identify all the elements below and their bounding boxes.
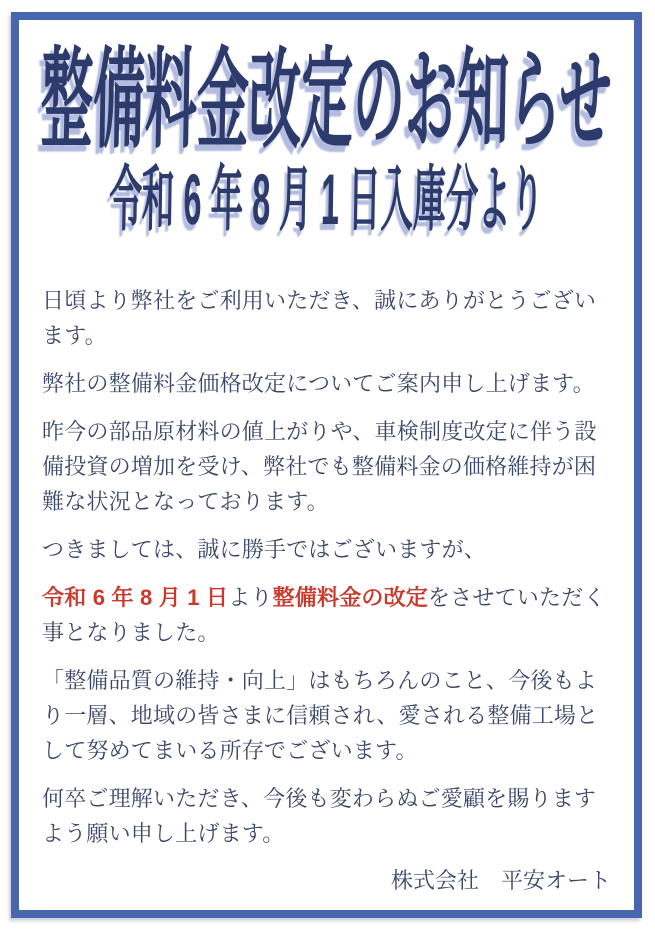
notice-subtitle: 令和 6 年 8 月 1 日入庫分より: [108, 161, 545, 241]
paragraph: [42, 532, 611, 567]
text-segment: 昨今の部品原材料の値上がりや、車検制度改定に伴う設備投資の増加を受け、弊社でも整備料金の価格維持が困難な状況となっております。: [42, 419, 597, 514]
company-signature: 株式会社 平安オート: [390, 868, 611, 893]
text-segment: より: [228, 585, 273, 610]
text-segment: 弊社の整備料金価格改定についてご案内申し上げます。: [42, 371, 595, 396]
text-segment: をさせていただく事となりました。: [42, 585, 606, 645]
paragraph: [42, 283, 611, 353]
paragraph: [42, 580, 611, 650]
text-segment: つきましては、誠に勝手ではございますが、: [42, 537, 487, 562]
text-segment: 「整備品質の維持・向上」はもちろんのこと、今後もより一層、地域の皆さまに信頼され、愛される整備工場として努めてまいる所存でございます。: [42, 668, 599, 763]
notice-title: 整備料金改定のお知らせ: [40, 41, 613, 164]
text-segment: 日頃より弊社をご利用いただき、誠にありがとうございます。: [42, 288, 597, 348]
emphasis-text: 整備料金の改定: [272, 585, 428, 610]
text-segment: 何卒ご理解いただき、今後も変わらぬご愛顧を賜りますよう願い申し上げます。: [42, 786, 597, 846]
paragraph: [42, 366, 611, 401]
paragraph: [42, 414, 611, 519]
emphasis-text: 令和 6 年 8 月 1 日: [42, 585, 229, 610]
title-row: [20, 41, 633, 164]
paragraph: [42, 663, 611, 768]
footer-row: [20, 864, 633, 909]
notice-body: [20, 283, 633, 864]
subtitle-row: [20, 163, 633, 239]
notice-content: [20, 20, 633, 909]
paragraph: [42, 781, 611, 851]
